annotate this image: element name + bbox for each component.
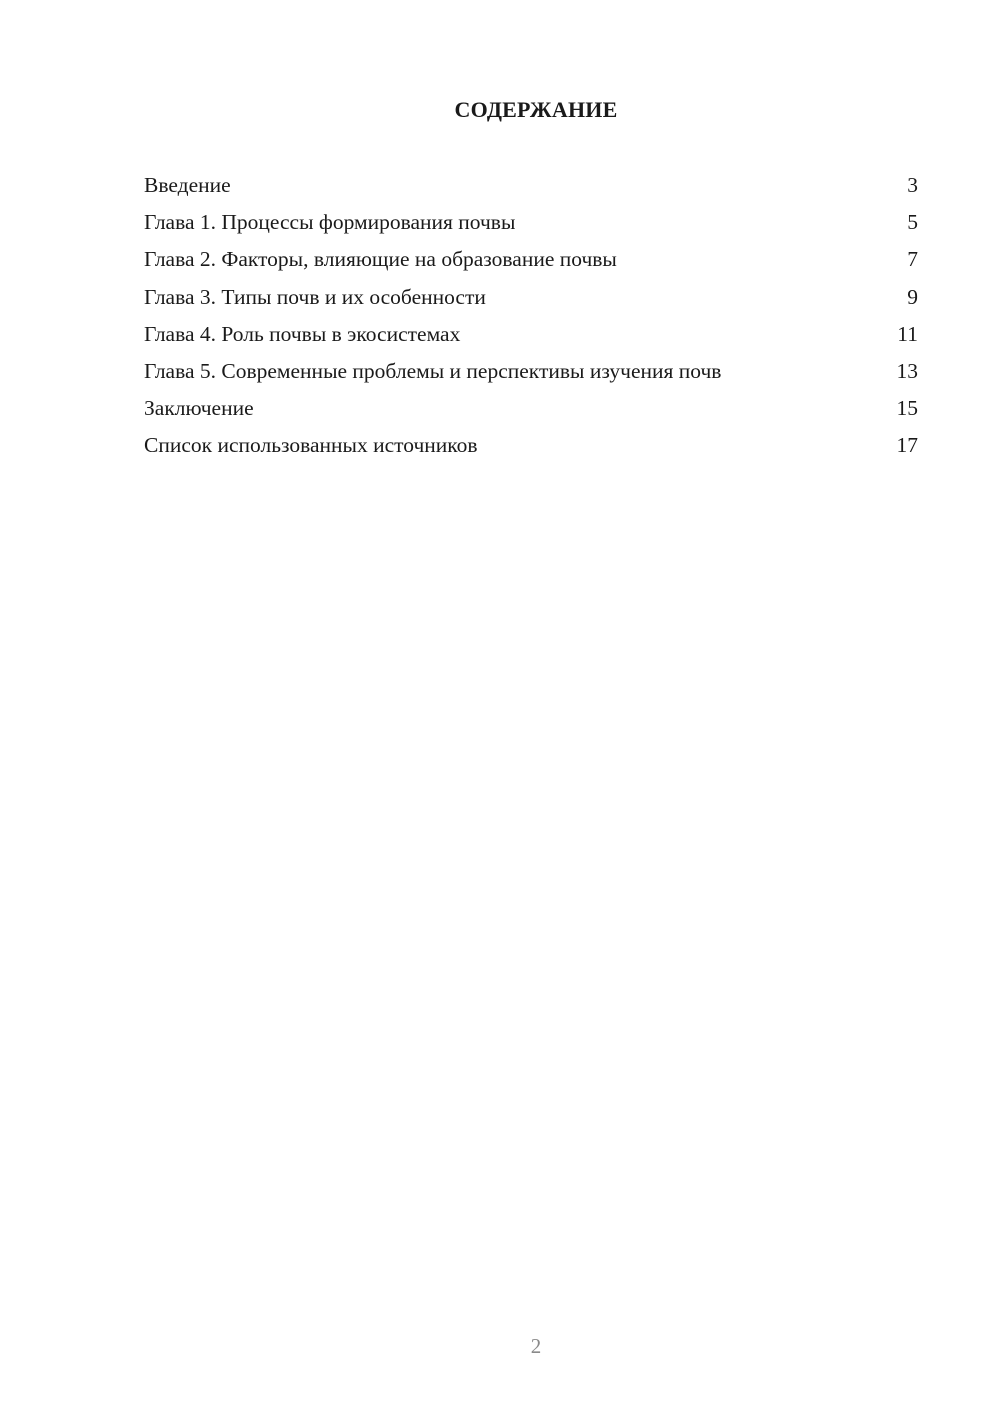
toc-entry (144, 318, 918, 355)
toc-entry (144, 206, 918, 243)
toc-entry (144, 429, 918, 466)
toc-entry-label: Глава 3. Типы почв и их особенности (144, 284, 486, 309)
toc-entry-page: 3 (907, 173, 918, 197)
toc-entry-page: 7 (907, 247, 918, 272)
toc-entry-label: Список использованных источников (144, 433, 478, 458)
toc-entry-page: 11 (897, 321, 918, 346)
toc-entry-page: 5 (907, 210, 918, 235)
toc-entry-page: 13 (896, 358, 918, 383)
toc-entry (144, 355, 918, 392)
toc-entry-page: 15 (896, 396, 918, 421)
page-title: СОДЕРЖАНИЕ (454, 97, 618, 122)
toc-entry-page: 17 (896, 433, 918, 458)
toc-entry (144, 281, 918, 318)
toc-entry-label: Введение (144, 173, 231, 197)
toc-entry-label: Глава 5. Современные проблемы и перспективы изучения почв (144, 358, 722, 383)
table-of-contents (144, 169, 918, 467)
toc-entry (144, 169, 918, 206)
toc-entry (144, 243, 918, 280)
page-number: 2 (530, 1334, 542, 1358)
toc-entry-label: Глава 4. Роль почвы в экосистемах (144, 321, 461, 346)
toc-entry-label: Глава 2. Факторы, влияющие на образование почвы (144, 247, 617, 272)
toc-entry-label: Заключение (144, 396, 254, 421)
toc-entry (144, 392, 918, 429)
toc-entry-page: 9 (907, 284, 918, 309)
toc-entry-label: Глава 1. Процессы формирования почвы (144, 210, 516, 235)
